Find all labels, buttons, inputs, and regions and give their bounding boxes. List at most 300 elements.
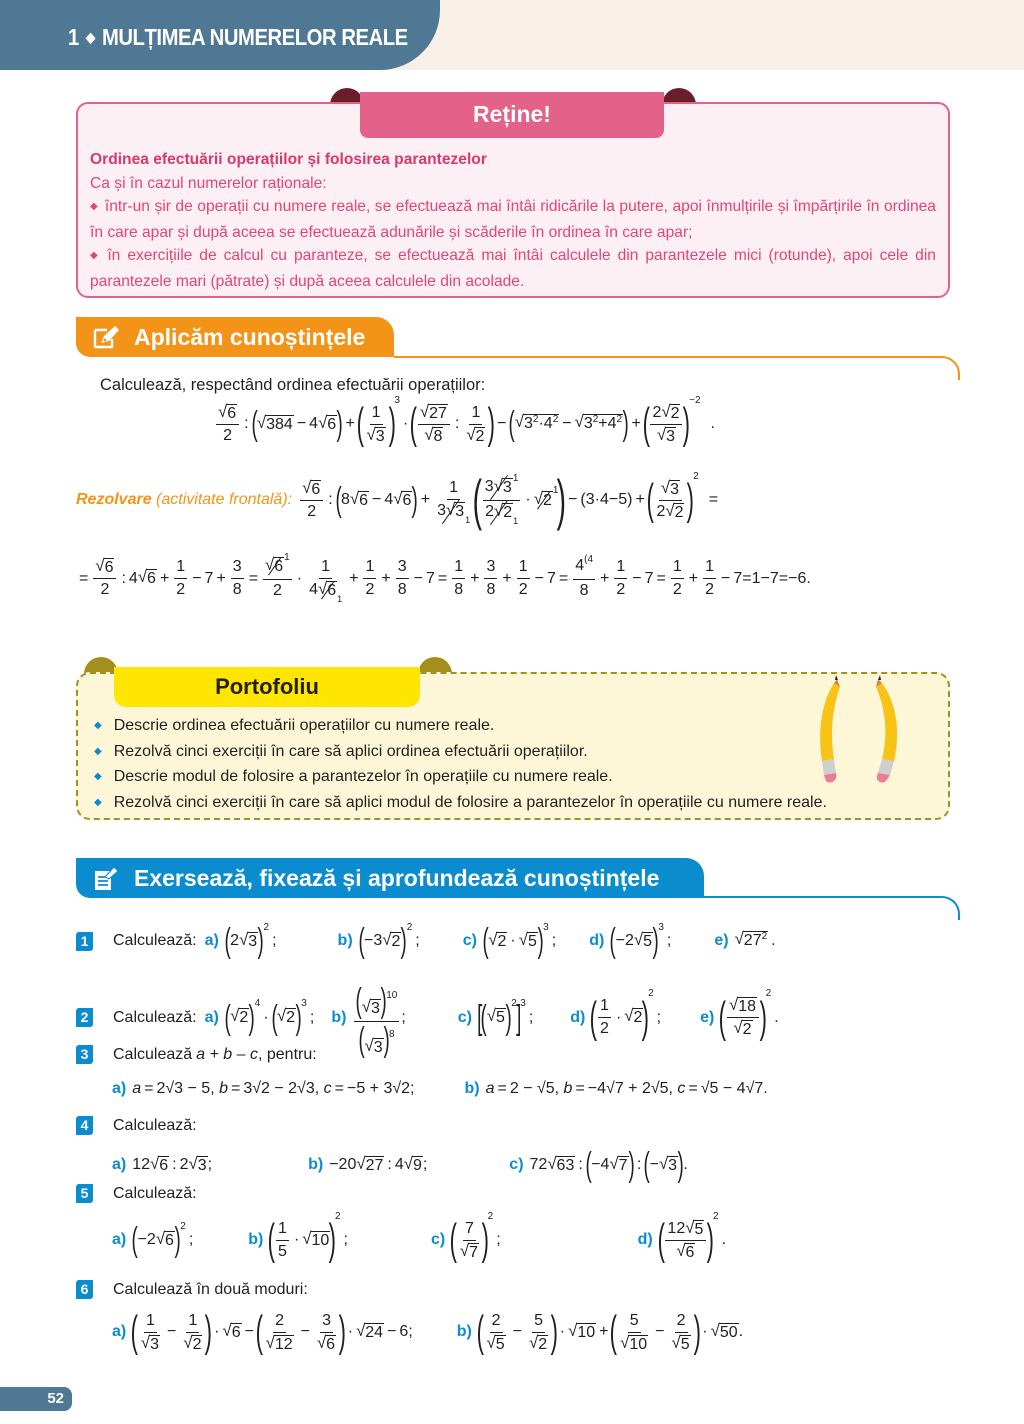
item-label: a): [112, 1080, 127, 1097]
exponent: 3: [520, 998, 526, 1009]
separator: ;: [528, 1008, 534, 1026]
numerator: 1: [452, 557, 465, 579]
diamond-bullet-icon: ◆: [94, 745, 102, 757]
aplicam-title: Aplicăm cunoștințele: [134, 324, 366, 350]
separator: .: [763, 1080, 768, 1097]
equals: =: [708, 491, 719, 508]
fraction: [614, 557, 627, 600]
denominator: 8: [579, 582, 589, 599]
radicand: 2: [286, 1009, 295, 1026]
denominator: 2: [616, 581, 626, 598]
numerator: 1: [598, 996, 611, 1018]
retine-title: Reține!: [473, 101, 551, 127]
amplification: (4: [584, 554, 594, 565]
diamond-separator-icon: ◆: [85, 29, 95, 45]
value-b: −4√7 + 2√5: [587, 1080, 669, 1097]
numerator: 2: [273, 1311, 286, 1333]
coef: −4: [591, 1156, 610, 1173]
separator: ;: [496, 1231, 501, 1248]
fraction: 3 √ 3 $^1$ 2 √ 2 $_1$: [484, 473, 519, 526]
aplicam-underline: [394, 356, 942, 358]
radicand: 6: [359, 491, 369, 509]
radicand: 5: [694, 1220, 704, 1238]
list-item: [94, 765, 827, 791]
fraction: 1 √ 3: [366, 403, 385, 445]
exercise-5-items: a) ( −2 √ 6 ) 2 ; b) ( $\frac{1}{5}$ · √ 10 ) 2 ; c) ( 7 √ 7 ) 2 ; d) ( 12 √ 5 √ 6 ) 2 .: [112, 1210, 727, 1264]
radicand: 5: [495, 1335, 505, 1353]
coef: 2: [485, 503, 494, 520]
rezolvare-line-1: Rezolvare (activitate frontală): √ 6 2 : ( 8 √ 6 − 4 √ 6 ) + 1 3 √ 3 $_1$ ( 3 √ 3 $^1$ 2 √ 2 $_1$ · √ 2 1 ) − (3·4−5) + ( √ 3 2 √ 2 ) 2 =: [76, 468, 719, 531]
radicand: 3: [670, 480, 680, 498]
main-expression: √ 6 2 : ( √ 384 − 4 √ 6 ) + ( 1 √ 3 ) 3 · ( √ 27 √ 8 : 1 √ 2 ) − ( √ $3^2\cdot 4^2$ − √ $3^2+4^2$ ) + ( 2 √ 2 √ 3 ) −2 .: [218, 394, 715, 448]
radicand: 6: [227, 404, 237, 422]
exercise-3: [76, 1045, 325, 1064]
diamond-bullet-icon: ◆: [90, 250, 101, 262]
denominator: 2: [176, 581, 186, 598]
exercise-text: Calculează în două moduri:: [113, 1280, 308, 1298]
fraction: [452, 557, 465, 600]
exercise-3-items: a) a = 2√3 − 5 , b = 3√2 − 2√3 , c = −5 + 3√2 ; b) a = 2 − √5 , b = −4√7 + 2√5 , c = √5 − 4√7 .: [112, 1080, 768, 1097]
radicand: 10: [577, 1323, 596, 1341]
list-item: [94, 714, 827, 740]
item-label: e): [700, 1008, 715, 1026]
separator: ;: [422, 1156, 428, 1173]
radicand: 2: [503, 504, 513, 521]
exercise-6: [76, 1280, 316, 1299]
numerator: 3: [231, 557, 244, 579]
numerator: 1: [447, 478, 460, 500]
denominator: 8: [232, 581, 242, 598]
radicand: 2: [742, 1021, 752, 1038]
radicand: 2: [670, 404, 680, 422]
radicand: 7: [618, 1156, 628, 1174]
chapter-tab: [0, 0, 440, 70]
fraction: [671, 557, 684, 600]
exponent: 3: [658, 921, 664, 933]
radicand: 3: [248, 932, 258, 950]
diamond-bullet-icon: ◆: [90, 201, 98, 213]
radicand: 27: [365, 1156, 384, 1174]
radicand: 27: [429, 404, 447, 422]
radicand: 6: [402, 491, 412, 509]
base: 3: [583, 414, 593, 432]
list-item: [94, 740, 827, 766]
exercise-number-badge: 5: [76, 1184, 93, 1203]
separator: .: [771, 932, 776, 949]
separator: ;: [272, 932, 277, 949]
radicand: 50: [719, 1323, 738, 1341]
exponent: 2: [406, 921, 413, 933]
radicand: 3: [197, 1156, 207, 1174]
coef: −3: [363, 932, 383, 949]
pencil-right-icon: [876, 675, 897, 783]
radicand: 3: [455, 503, 465, 520]
exercise-5: [76, 1184, 205, 1203]
fraction: [484, 557, 497, 600]
radicand: 5: [643, 932, 652, 950]
fraction: √ 3 2 √ 2: [656, 477, 684, 521]
exercise-number-badge: 3: [76, 1045, 93, 1064]
period: .: [710, 415, 715, 432]
chapter-title: [68, 24, 408, 51]
radicand: 5: [496, 1009, 505, 1026]
numerator: 1: [469, 403, 482, 425]
denominator: 2: [365, 581, 375, 598]
exponent: 2: [761, 930, 768, 942]
exerseaza-curve: [940, 896, 960, 920]
exercise-number-badge: 2: [76, 1008, 93, 1027]
fraction: [396, 557, 409, 600]
base: 4: [543, 414, 553, 432]
radicand: 6: [147, 570, 156, 587]
numerator: 7: [463, 1219, 476, 1241]
denominator: 2: [518, 581, 528, 598]
numerator: 1: [363, 557, 376, 579]
radicand: 3: [373, 1039, 383, 1056]
coef: 2: [179, 1156, 189, 1173]
radicand: 5: [680, 1335, 690, 1353]
exerseaza-banner: [76, 858, 704, 898]
term: 7: [644, 569, 654, 587]
coef: 2: [656, 502, 666, 520]
numerator: 1: [370, 403, 383, 425]
exercise-text: Calculează:: [113, 1184, 197, 1202]
radicand: 3: [370, 1000, 380, 1017]
exercise-number-badge: 6: [76, 1280, 93, 1299]
coef: 4: [309, 415, 319, 432]
item-label: c): [509, 1156, 524, 1173]
fraction: [517, 557, 530, 600]
fraction: [598, 996, 611, 1039]
base: 3: [524, 414, 533, 432]
radicand: 8: [433, 427, 443, 445]
pencil-left-icon: [820, 675, 840, 783]
fraction: 5 √ 10: [620, 1311, 648, 1353]
radicand: 6: [165, 1231, 174, 1249]
separator: ;: [415, 932, 420, 949]
radicand: 2: [538, 1335, 548, 1353]
radicand: 24: [365, 1323, 384, 1341]
radicand: 3: [502, 479, 512, 496]
fraction: 2 √ 5: [486, 1311, 505, 1353]
chapter-title-text: MULȚIMEA NUMERELOR REALE: [101, 24, 408, 50]
fraction: √ 6 2: [216, 403, 239, 446]
radicand: 3: [375, 427, 385, 445]
radicand: 63: [556, 1156, 575, 1174]
fraction: 3 √ 6: [316, 1311, 336, 1353]
coef: 3: [484, 478, 494, 495]
numerator: 4: [575, 557, 585, 574]
coef: 12: [132, 1156, 151, 1173]
exercise-text: Calculează:: [113, 1008, 197, 1026]
coef: 4: [394, 1156, 404, 1173]
item-label: b): [456, 1323, 472, 1340]
page-number: 52: [47, 1390, 64, 1407]
separator: ;: [408, 1323, 413, 1340]
coef: 4: [384, 491, 394, 508]
denominator: 2: [307, 502, 317, 520]
exponent: 2: [592, 413, 599, 425]
radicand: 2: [633, 1009, 643, 1026]
exponent: 2: [334, 1210, 341, 1222]
item-label: d): [637, 1231, 653, 1248]
fraction: [276, 1219, 289, 1262]
page-number-tab: [0, 1387, 72, 1411]
rezolvare-line-2: = √ 6 2 : 4 √ 6 + $\frac{1}{2}$ − 7 + $\frac{3}{8}$ = √ 6 $^1$ 2 · 1 4 √ 6 $_1$ + $\frac{1}{2}$ + $\frac{3}{8}$ − 7 = $\frac{1}{8}$ + $\frac{3}{8}$ + $\frac{1}{2}$ − 7 = $\frac{4^{(4}}{8}$ + $\frac{1}{2}$ − 7 = $\frac{1}{2}$ + $\frac{1}{2}$ − 7 =1−7=−6.: [79, 552, 811, 604]
radicand: 5: [527, 932, 537, 950]
exponent: 2: [765, 988, 772, 999]
subscript: 1: [465, 515, 471, 525]
value-a: 2 − √5: [509, 1080, 555, 1097]
list-item-text: Descrie ordinea efectuării operațiilor cu numere reale.: [113, 717, 495, 734]
separator: ;: [309, 1008, 315, 1026]
item-label: b): [308, 1156, 324, 1173]
fraction: √ 18 √ 2: [727, 996, 759, 1039]
fraction: 12 √ 5 √ 6: [665, 1219, 706, 1262]
item-label: b): [248, 1231, 264, 1248]
exponent: 3: [301, 998, 307, 1009]
aplicam-prompt: Calculează, respectând ordinea efectuării operațiilor:: [100, 376, 486, 394]
portofoliu-title: Portofoliu: [215, 674, 319, 699]
notepad-pin-icon: [92, 865, 120, 891]
radicand: 6: [685, 1243, 695, 1261]
exercise-variables: a + b – c: [196, 1045, 258, 1063]
exponent: 2: [263, 921, 270, 933]
item-label: a): [112, 1156, 127, 1173]
subscript: 1: [337, 593, 343, 604]
numerator: 1: [276, 1219, 289, 1241]
value-b: 3√2 − 2√3: [243, 1080, 315, 1097]
term: 7: [204, 569, 214, 587]
exponent: 2: [713, 1210, 719, 1222]
coef: 12: [667, 1219, 686, 1237]
denominator: 8: [454, 581, 464, 598]
exponent: 2: [487, 1210, 494, 1222]
exponent: 2: [616, 413, 623, 425]
separator: .: [738, 1323, 744, 1340]
term: 7: [425, 569, 435, 587]
item-label: d): [570, 1008, 586, 1026]
portofoliu-ribbon: [114, 667, 420, 707]
exponent: 3: [394, 394, 400, 406]
separator: ;: [401, 1008, 406, 1026]
separator: ;: [551, 932, 557, 949]
list-item: [94, 791, 827, 817]
item-label: c): [462, 932, 477, 949]
denominator: 2: [223, 426, 233, 444]
coef: 2: [230, 932, 240, 949]
fraction: 1 √ 2: [183, 1311, 202, 1353]
separator: ;: [207, 1156, 213, 1173]
item-label: b): [331, 1008, 347, 1026]
radicand: 6: [231, 1323, 241, 1341]
value-c: −5 + 3√2: [346, 1080, 411, 1097]
fraction: 1 √ 3: [140, 1311, 160, 1353]
diamond-bullet-icon: ◆: [94, 720, 102, 731]
exercise-text: Calculează:: [113, 932, 197, 949]
superscript: 1: [284, 552, 290, 563]
aplicam-banner: [76, 317, 394, 357]
sign: −: [649, 1156, 659, 1173]
coef: 4: [309, 580, 318, 598]
item-label: b): [337, 932, 353, 949]
numerator: 2: [675, 1311, 688, 1333]
fraction: 5 √ 2: [529, 1311, 548, 1353]
separator: .: [683, 1156, 688, 1173]
pencils-illustration: [808, 675, 918, 787]
term: (3·4−5): [580, 491, 633, 508]
radicand: 9: [412, 1156, 422, 1174]
separator: .: [721, 1231, 727, 1248]
radicand: 10: [311, 1231, 330, 1249]
radicand: 6: [327, 581, 337, 599]
fraction: √ 6 2: [93, 557, 116, 600]
numerator: 1: [186, 1311, 199, 1333]
retine-bullet-text: în exercițiile de calcul cu paranteze, se efectuează mai întâi calculele din parantezele mici (rotunde), apoi cele din parantezele mari (pătrate) și după aceea calculele din acolade.: [90, 247, 936, 290]
exercise-2: 2 Calculează: a) ( √ 2 ) 4 · ( √ 2 ) 3 ; b) ( √ 3 )$^{10}$ ( √ 3 )$^8$ ; c) [ ( √ 5 ) 2 ] 3 ; d) ( $\frac{1}{2}$ · √ 2 ) 2 ; e) ( √ 18 √ 2 ) 2 .: [76, 976, 782, 1059]
coef: 2: [652, 403, 662, 421]
exerseaza-underline: [704, 896, 942, 898]
coef: 72: [529, 1156, 548, 1173]
numerator: 5: [532, 1311, 545, 1333]
coef: −2: [137, 1231, 156, 1248]
exercise-text: , pentru:: [257, 1045, 317, 1063]
retine-bullet: [90, 195, 936, 244]
denominator: 2: [705, 581, 715, 598]
pen-edit-icon: [92, 324, 120, 350]
numerator: 1: [174, 557, 187, 579]
exponent: 2: [693, 470, 699, 482]
coef: −2: [615, 932, 634, 949]
superscript: 1: [552, 484, 559, 496]
item-label: b): [464, 1080, 480, 1097]
coef: 4: [128, 569, 138, 587]
item-label: a): [112, 1323, 127, 1340]
fraction: [174, 557, 187, 600]
base: 4: [607, 414, 617, 432]
diamond-bullet-icon: ◆: [94, 771, 102, 782]
exercise-text: Calculează:: [113, 1116, 197, 1134]
separator: ;: [666, 932, 672, 949]
item-label: a): [204, 1008, 219, 1026]
value-c: √5 − 4√7: [700, 1080, 764, 1097]
numerator: 1: [671, 557, 684, 579]
chapter-number: 1: [68, 24, 79, 50]
denominator: 2: [600, 1020, 609, 1037]
term: 7: [546, 569, 556, 587]
fraction: 1 √ 2: [466, 403, 485, 445]
exponent: 2: [648, 988, 654, 999]
fraction: [703, 557, 716, 600]
numerator: 1: [614, 557, 627, 579]
rezolvare-note: (activitate frontală):: [156, 491, 293, 508]
exponent: −2: [689, 394, 701, 406]
fraction: √ 6 $^1$ 2: [265, 552, 290, 599]
exponent: 2: [511, 998, 517, 1009]
fraction: 2 √ 2 √ 3: [650, 403, 682, 446]
radicand: 2: [674, 503, 684, 521]
radicand: 6: [104, 559, 114, 576]
exponent: 4: [254, 998, 261, 1009]
item-label: a): [112, 1231, 127, 1248]
radicand: 27: [743, 931, 762, 949]
exponent: 3: [543, 921, 549, 933]
numerator: 3: [484, 557, 497, 579]
numerator: 1: [517, 557, 530, 579]
item-label: d): [589, 932, 605, 949]
separator: ;: [410, 1080, 415, 1097]
denominator: 8: [486, 581, 496, 598]
exercise-4-items: a) 12 √ 6 : 2 √ 3 ; b) −20 √ 27 : 4 √ 9 ; c) 72 √ 63 : ( −4 √ 7 ) : ( − √ 3 ) .: [112, 1146, 688, 1184]
exercise-1: 1 Calculează: a) ( 2 √ 3 ) 2 ; b) ( −3 √ 2 ) 2 ; c) ( √ 2 · √ 5 ) 3 ; d) ( −2 √ 5 ) 3 ; e) √ $27^2$ .: [76, 924, 779, 958]
radicand: 2: [192, 1335, 202, 1353]
retine-content: [90, 148, 936, 294]
superscript: 1: [512, 473, 519, 484]
separator: .: [774, 1008, 779, 1026]
item-label: c): [457, 1008, 473, 1026]
coef: 8: [341, 491, 350, 508]
radicand: 2: [239, 1009, 249, 1026]
exerseaza-title: Exersează, fixează și aprofundează cunoștințele: [134, 865, 660, 891]
term: 6: [399, 1323, 409, 1340]
radicand: 7: [469, 1243, 478, 1261]
radicand: 6: [311, 480, 321, 498]
separator: ;: [343, 1231, 348, 1248]
result: =1−7=−6.: [742, 569, 811, 587]
radicand: 10: [629, 1335, 648, 1353]
fraction: 2 √ 5: [671, 1311, 690, 1353]
denominator: 8: [397, 581, 407, 598]
denominator: 2: [672, 581, 682, 598]
exercise-number-badge: 1: [76, 932, 93, 951]
denominator: 2: [272, 582, 282, 599]
separator: ;: [656, 1008, 662, 1026]
fraction: ( √ 3 )$^{10}$ ( √ 3 )$^8$: [354, 976, 399, 1059]
numerator: 1: [144, 1311, 157, 1333]
exercise-number-badge: 4: [76, 1116, 93, 1135]
item-label: e): [714, 932, 729, 949]
radicand: 2: [542, 491, 552, 509]
fraction: [573, 556, 595, 601]
diamond-bullet-icon: ◆: [94, 796, 102, 808]
radicand: 3: [668, 1156, 678, 1174]
numerator: 1: [319, 557, 332, 579]
retine-heading: Ordinea efectuării operațiilor și folosirea parantezelor: [90, 151, 487, 168]
fraction: [363, 557, 376, 600]
exponent: 10: [386, 990, 398, 1001]
radicand: 2: [475, 427, 485, 445]
fraction: 1 4 √ 6 $_1$: [309, 557, 343, 604]
retine-ribbon: [360, 92, 664, 138]
list-item-text: Descrie modul de folosire a parantezelor în operațiile cu numere reale.: [113, 768, 613, 785]
aplicam-curve: [940, 356, 960, 380]
item-label: a): [204, 932, 219, 949]
radicand: 6: [159, 1156, 169, 1174]
term: 7: [733, 569, 743, 587]
fraction: 1 3 √ 3 $_1$: [437, 479, 471, 525]
retine-intro: Ca și în cazul numerelor raționale:: [90, 174, 327, 192]
fraction: 7 √ 7: [459, 1219, 478, 1261]
subscript: 1: [513, 516, 519, 526]
radicand: 384: [266, 415, 293, 433]
numerator: 1: [703, 557, 716, 579]
exercise-4: [76, 1116, 205, 1135]
radicand: 18: [738, 998, 756, 1015]
fraction: √ 27 √ 8: [418, 403, 450, 446]
numerator: 2: [490, 1311, 503, 1333]
denominator: 5: [278, 1242, 287, 1260]
numerator: 3: [396, 557, 409, 579]
